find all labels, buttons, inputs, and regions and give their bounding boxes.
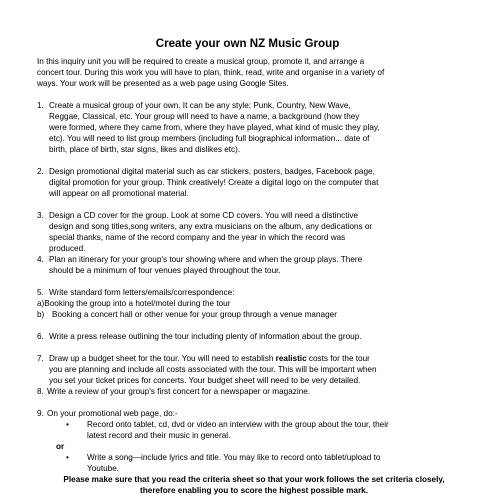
- item-7-text-end: costs for the tour you are planning and include all costs associated with the tour. This will be important when you set your ticket prices for concerts. Your budget sheet will need to be very detailed.: [49, 354, 377, 385]
- item-7-text: [49, 353, 457, 386]
- item-7-emphasis: realistic: [275, 354, 307, 363]
- item-7-number: 7.: [37, 354, 44, 363]
- item-2-text: Design promotional digital material such as car stickers, posters, badges, Facebook page, digital promotion for your group. Think creatively! Create a digital logo on the computer that will appear on all promotional material.: [49, 167, 379, 198]
- item-1-text: Create a musical group of your own. It can be any style; Punk, Country, New Wave, Reggae, Classical, etc. Your group will need to have a name, a background (how they were formed, where they came from, where they have played, what kind of music they play, etc). You will need to list group members (including full biographical information... date of birth, place of birth, star signs, likes and dislikes etc).: [49, 101, 380, 154]
- item-1-number: 1.: [37, 101, 44, 110]
- item-2-number: 2.: [37, 167, 44, 176]
- bullet-1-text: Record onto tablet, cd, dvd or video an interview with the group about the tour, their latest record and their music in general.: [87, 420, 389, 440]
- item-5-letter-b: Booking a concert hall or other venue for your group through a venue manager: [52, 310, 337, 319]
- bullet-2-marker: •: [66, 453, 69, 462]
- item-9-number: 9.: [37, 409, 44, 418]
- or-connector: or: [56, 442, 65, 451]
- bullet-2-text: Write a song—include lyrics and title. You may like to record onto tablet/upload to Youtube.: [87, 453, 381, 473]
- intro-paragraph: In this inquiry unit you will be required to create a musical group, promote it, and arrange a concert tour. During this work you will have to plan, think, read, write and organise in a variety of ways. Your work will be presented as a web page using Google Sites.: [37, 57, 385, 88]
- item-5-number: 5.: [37, 288, 44, 297]
- item-6-number: 6.: [37, 332, 44, 341]
- item-6-text: Write a press release outlining the tour including plenty of information about the group.: [49, 332, 362, 341]
- item-7-text-start: Draw up a budget sheet for the tour. You will need to establish: [49, 354, 276, 363]
- item-8-number: 8.: [37, 387, 44, 396]
- item-5-letter-a: a)Booking the group into a hotel/motel during the tour: [37, 299, 231, 308]
- item-4-text: Plan an itinerary for your group's tour showing where and when the group plays. There should be a minimum of four venues played throughout the tour.: [49, 255, 363, 275]
- item-3-number: 3.: [37, 211, 44, 220]
- item-3-text: Design a CD cover for the group. Look at some CD covers. You will need a distinctive design and song titles,song writers, any extra musicians on the album, any dedications or special thanks, name of the record company and the year in which the record was produced.: [49, 211, 373, 253]
- item-9-text: On your promotional web page, do:-: [47, 409, 178, 418]
- closing-note: Please make sure that you read the criteria sheet so that your work follows the set criteria closely, therefore enabling you to score the highest possible mark.: [63, 475, 445, 495]
- bullet-1-marker: •: [66, 420, 69, 429]
- item-8-text: Write a review of your group's first concert for a newspaper or magazine.: [47, 387, 311, 396]
- item-4-number: 4.: [37, 255, 44, 264]
- item-5-letter-b-label: b): [37, 310, 45, 319]
- page-title: Create your own NZ Music Group: [155, 37, 340, 50]
- item-5-text: Write standard form letters/emails/correspondence:: [49, 288, 235, 297]
